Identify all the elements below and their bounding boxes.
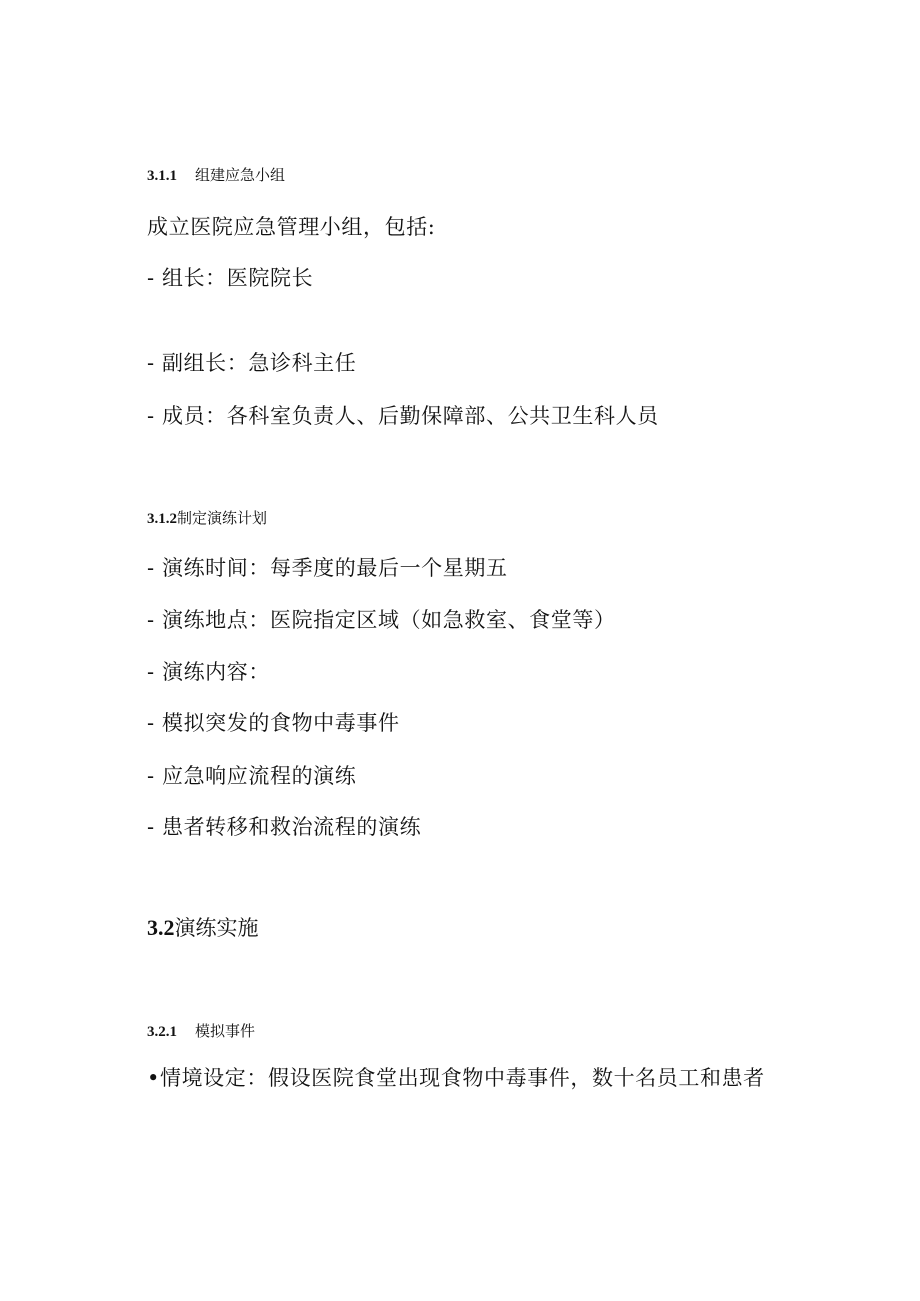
section-number: 3.1.2 [147,511,177,527]
list-item: - 患者转移和救治流程的演练 [147,815,422,839]
list-item: - 模拟突发的食物中毒事件 [147,711,400,735]
section-title: 组建应急小组 [195,166,286,184]
list-item: - 副组长：急诊科主任 [147,351,357,375]
section-title: 制定演练计划 [177,509,268,527]
list-item: - 演练地点：医院指定区域（如急救室、食堂等） [147,608,616,632]
section-number: 3.2.1 [147,1024,177,1040]
list-item: - 应急响应流程的演练 [147,764,357,788]
paragraph-line: 成立医院应急管理小组，包括: [147,215,436,239]
section-heading-3-2 [147,912,259,942]
list-item: - 组长：医院院长 [147,266,314,290]
section-heading-3-1-2 [147,507,267,528]
list-item: - 演练内容： [147,660,270,684]
section-number: 3.1.1 [147,168,177,184]
list-item: - 演练时间：每季度的最后一个星期五 [147,556,508,580]
section-title: 演练实施 [174,916,259,940]
section-number: 3.2 [147,915,175,940]
section-heading-3-1-1 [147,164,285,185]
section-title: 模拟事件 [195,1022,256,1040]
section-heading-3-2-1 [147,1020,255,1041]
list-item: - 成员：各科室负责人、后勤保障部、公共卫生科人员 [147,404,659,428]
paragraph-line: •情境设定：假设医院食堂出现食物中毒事件，数十名员工和患者 [147,1066,765,1090]
